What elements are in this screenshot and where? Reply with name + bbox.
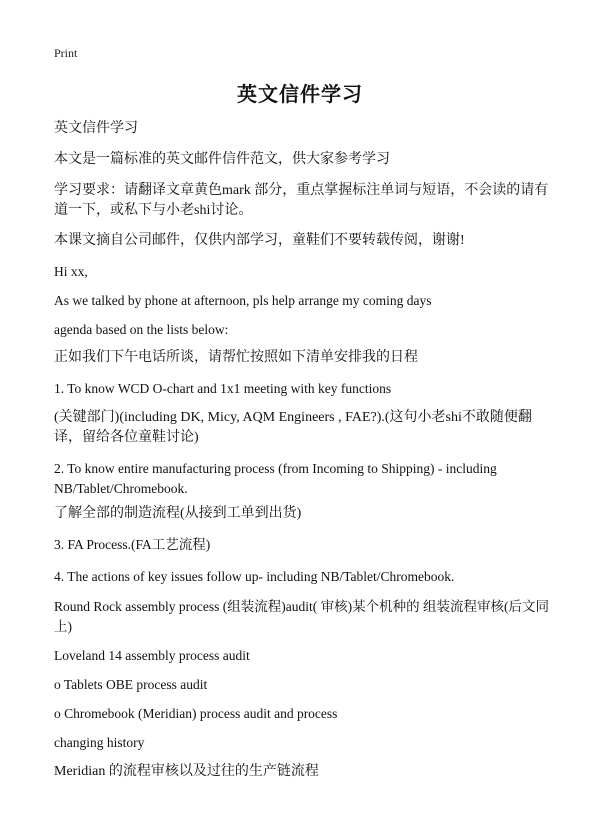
- paragraph: o Chromebook (Meridian) process audit and process: [54, 706, 338, 721]
- paragraph: 英文信件学习: [54, 121, 138, 136]
- paragraph: 正如我们下午电话所谈，请帮忙按照如下清单安排我的日程: [54, 350, 418, 365]
- print-link[interactable]: Print: [54, 46, 78, 60]
- paragraph: agenda based on the lists below:: [54, 322, 229, 337]
- paragraph: Meridian 的流程审核以及过往的生产链流程: [54, 764, 319, 779]
- paragraph: Hi xx,: [54, 264, 88, 279]
- paragraph: 4. The actions of key issues follow up- including NB/Tablet/Chromebook.: [54, 569, 455, 584]
- paragraph: 本文是一篇标准的英文邮件信件范文，供大家参考学习: [54, 152, 390, 167]
- paragraph: 本课文摘自公司邮件，仅供内部学习，童鞋们不要转载传阅，谢谢!: [54, 233, 465, 248]
- paragraph: 2. To know entire manufacturing process (from Incoming to Shipping) - including NB/Tablet/Chromebook.: [54, 461, 497, 496]
- paragraph: (关键部门)(including DK, Micy, AQM Engineers , FAE?).(这句小老shi不敢随便翻译，留给各位童鞋讨论): [54, 410, 532, 445]
- paragraph: Loveland 14 assembly process audit: [54, 648, 250, 663]
- paragraph: As we talked by phone at afternoon, pls help arrange my coming days: [54, 293, 432, 308]
- paragraph: Round Rock assembly process (组装流程)audit( 审核)某个机种的 组装流程审核(后文同上): [54, 599, 549, 634]
- paragraph: 了解全部的制造流程(从接到工单到出货): [54, 506, 302, 521]
- paragraph: changing history: [54, 735, 145, 750]
- paragraph: 1. To know WCD O-chart and 1x1 meeting with key functions: [54, 381, 392, 396]
- paragraph: 学习要求：请翻译文章黄色mark 部分，重点掌握标注单词与短语，不会读的请有道一下，或私下与小老shi讨论。: [54, 183, 549, 218]
- paragraph: o Tablets OBE process audit: [54, 677, 208, 692]
- paragraph: 3. FA Process.(FA工艺流程): [54, 537, 211, 552]
- document-title: 英文信件学习: [237, 84, 363, 106]
